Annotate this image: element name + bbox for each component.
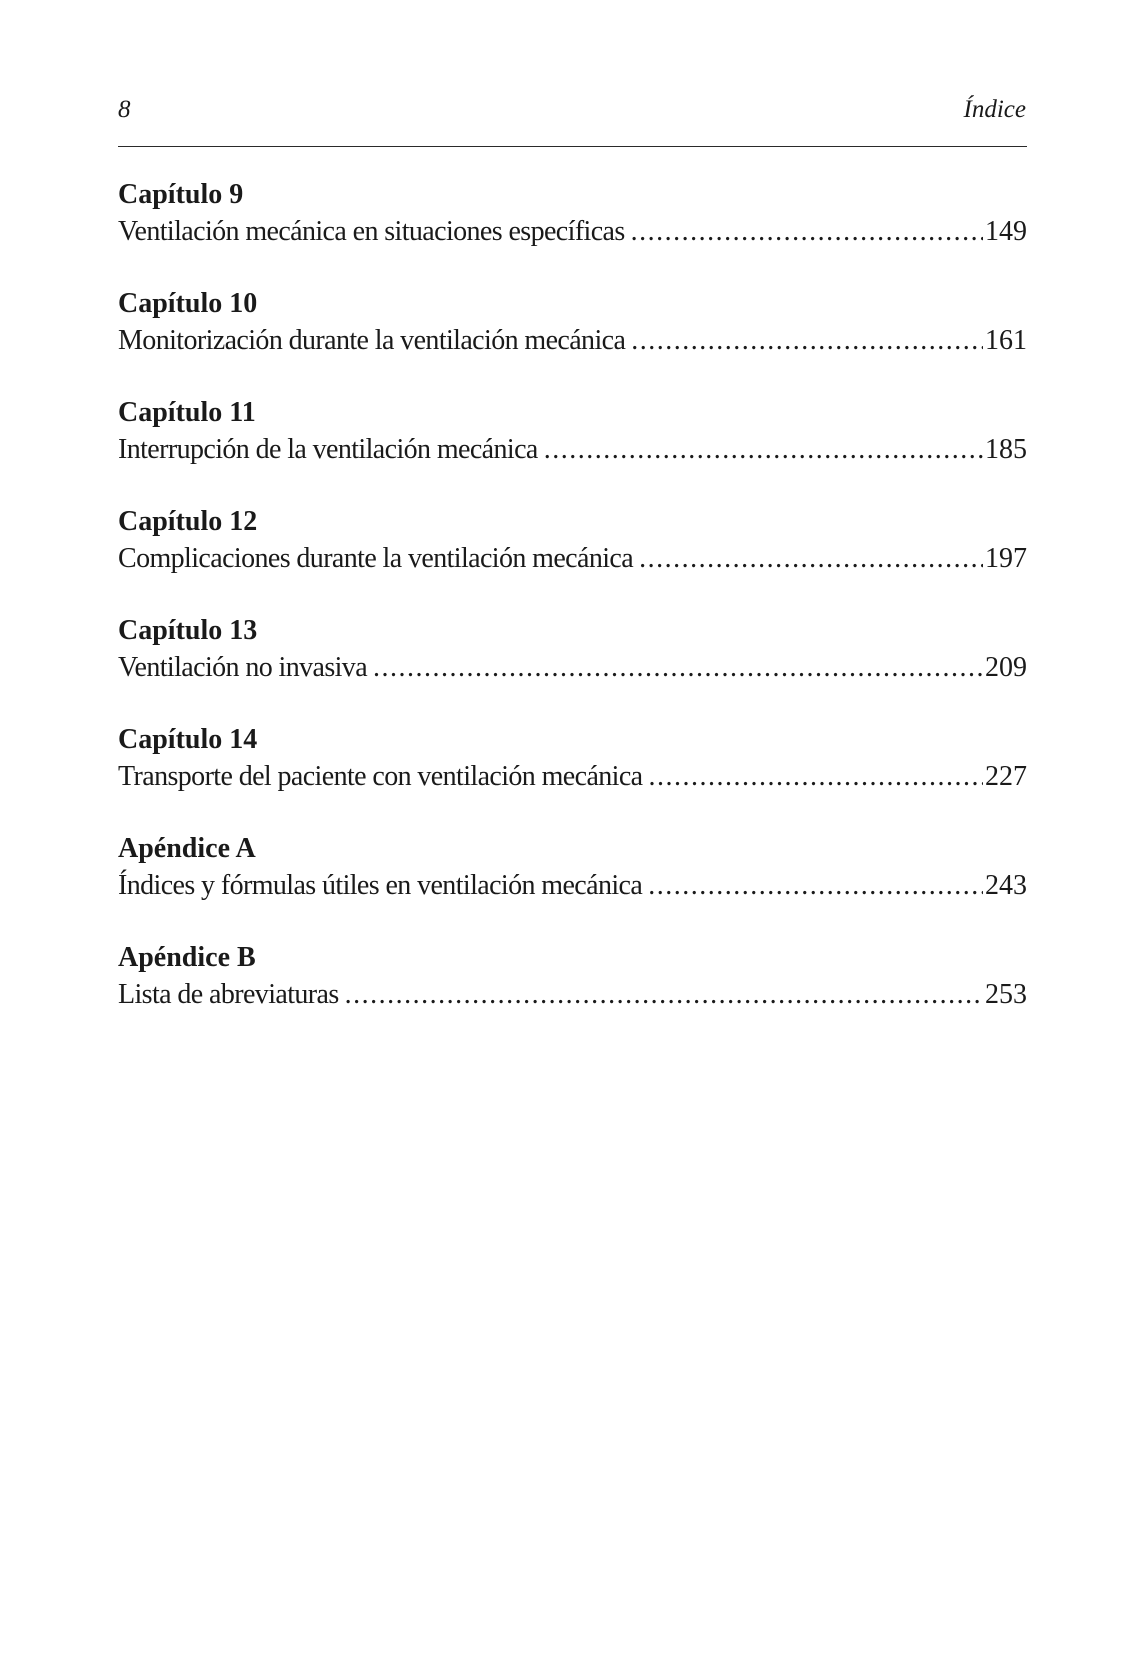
- toc-entry: [118, 287, 1027, 396]
- toc-entry-title: Transporte del paciente con ventilación mecánica: [118, 761, 643, 792]
- toc-entry-heading: Capítulo 12: [118, 506, 258, 537]
- toc-entry-title: Ventilación mecánica en situaciones específicas: [118, 216, 625, 247]
- toc-entry-heading: Capítulo 13: [118, 615, 258, 646]
- dot-leader: [631, 212, 983, 252]
- toc-entry-line: [118, 539, 1027, 579]
- toc-entry-title: Lista de abreviaturas: [118, 979, 339, 1010]
- toc-entry: [118, 941, 1027, 1050]
- toc-entry-line: [118, 321, 1027, 361]
- page-header: [118, 96, 1032, 136]
- dot-leader: [649, 757, 983, 797]
- toc-entry-heading: Capítulo 10: [118, 288, 258, 319]
- toc-entry-heading: Apéndice B: [118, 942, 256, 973]
- header-divider: [118, 146, 1027, 147]
- toc-entry: [118, 723, 1027, 832]
- toc-entry: [118, 505, 1027, 614]
- dot-leader: [631, 321, 983, 361]
- toc-entry-page: 243: [985, 870, 1027, 901]
- page-number: 8: [118, 96, 131, 123]
- toc-entry-line: [118, 757, 1027, 797]
- dot-leader: [345, 975, 983, 1015]
- toc-entry-line: [118, 648, 1027, 688]
- toc-entry-title: Índices y fórmulas útiles en ventilación mecánica: [118, 870, 643, 901]
- toc-entry-line: [118, 866, 1027, 906]
- toc-entry-heading: Capítulo 14: [118, 724, 258, 755]
- dot-leader: [639, 539, 983, 579]
- dot-leader: [648, 866, 983, 906]
- toc-entry-page: 197: [985, 543, 1027, 574]
- toc-entry-page: 227: [985, 761, 1027, 792]
- toc-entry: [118, 832, 1027, 941]
- toc-entry-page: 149: [985, 216, 1027, 247]
- toc-entry-title: Monitorización durante la ventilación mecánica: [118, 325, 626, 356]
- toc-entry-title: Complicaciones durante la ventilación mecánica: [118, 543, 634, 574]
- running-title: Índice: [963, 96, 1026, 123]
- toc-entry-line: [118, 430, 1027, 470]
- toc-entry-page: 253: [985, 979, 1027, 1010]
- toc-entry: [118, 178, 1027, 287]
- toc-entry-title: Interrupción de la ventilación mecánica: [118, 434, 538, 465]
- toc-entry: [118, 614, 1027, 723]
- toc-entry-heading: Capítulo 9: [118, 179, 244, 210]
- dot-leader: [544, 430, 983, 470]
- dot-leader: [373, 648, 983, 688]
- toc-entry-heading: Capítulo 11: [118, 397, 256, 428]
- toc-entry-line: [118, 212, 1027, 252]
- toc-entry: [118, 396, 1027, 505]
- table-of-contents: [118, 178, 1027, 1050]
- toc-entry-page: 185: [985, 434, 1027, 465]
- toc-entry-title: Ventilación no invasiva: [118, 652, 368, 683]
- toc-entry-line: [118, 975, 1027, 1015]
- toc-entry-page: 161: [985, 325, 1027, 356]
- toc-entry-heading: Apéndice A: [118, 833, 256, 864]
- toc-entry-page: 209: [985, 652, 1027, 683]
